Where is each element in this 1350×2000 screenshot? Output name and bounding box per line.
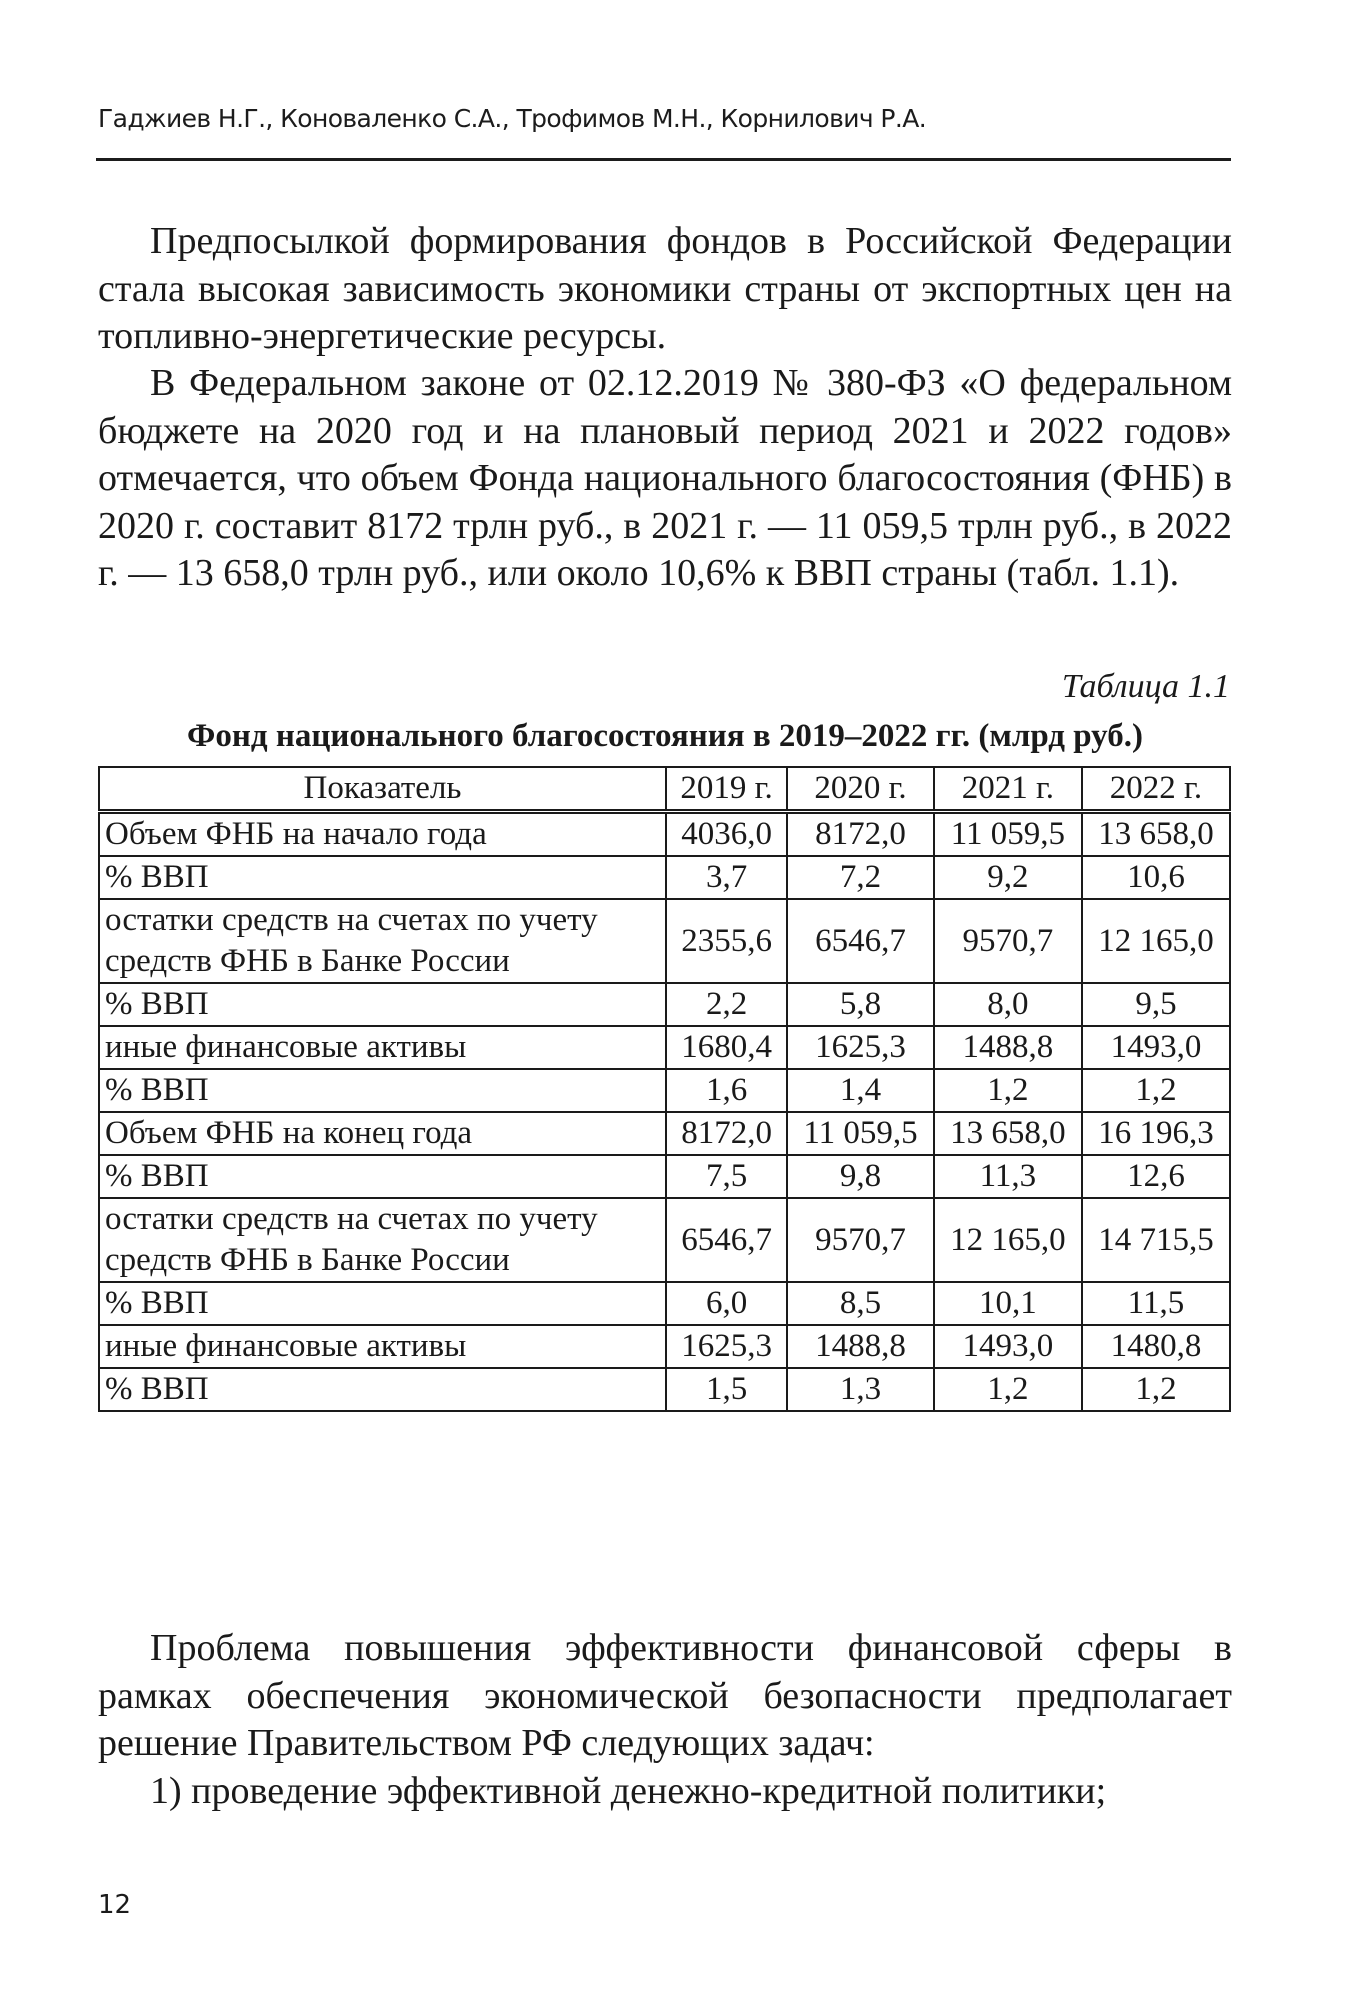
table-header-row	[99, 767, 1230, 812]
table-row	[99, 1325, 1230, 1368]
cell-2022: 1,2	[1082, 1069, 1230, 1112]
cell-2019: 6546,7	[666, 1198, 787, 1282]
cell-2021: 10,1	[934, 1282, 1082, 1325]
table-row	[99, 983, 1230, 1026]
cell-2020: 9570,7	[787, 1198, 934, 1282]
cell-2019: 4036,0	[666, 812, 787, 857]
table-title: Фонд национального благосостояния в 2019–2022 гг. (млрд руб.)	[187, 718, 1143, 754]
cell-2019: 6,0	[666, 1282, 787, 1325]
cell-2022: 1,2	[1082, 1368, 1230, 1411]
table-row	[99, 1026, 1230, 1069]
row-label: иные финансовые активы	[99, 1026, 666, 1069]
cell-2021: 1,2	[934, 1368, 1082, 1411]
paragraph-task-1: 1) проведение эффективной денежно-кредитной политики;	[150, 1769, 1107, 1812]
table-row	[99, 1069, 1230, 1112]
header-divider	[96, 158, 1231, 161]
cell-2020: 11 059,5	[787, 1112, 934, 1155]
law-text	[98, 360, 1232, 598]
cell-2019: 7,5	[666, 1155, 787, 1198]
cell-2019: 1625,3	[666, 1325, 787, 1368]
row-label: % ВВП	[99, 1069, 666, 1112]
cell-2019: 1,6	[666, 1069, 787, 1112]
cell-2022: 12 165,0	[1082, 899, 1230, 983]
cell-2021: 11,3	[934, 1155, 1082, 1198]
paragraph-financial-sphere: Проблема повышения эффективности финансовой сферы в рамках обеспечения экономической безопасности предполагает решение Правительством РФ следующих задач:	[98, 1627, 1232, 1764]
cell-2022: 11,5	[1082, 1282, 1230, 1325]
column-header-2021: 2021 г.	[934, 767, 1082, 812]
cell-2019: 2355,6	[666, 899, 787, 983]
cell-2022: 16 196,3	[1082, 1112, 1230, 1155]
page-number: 12	[98, 1890, 132, 1920]
cell-2021: 9,2	[934, 856, 1082, 899]
cell-2021: 9570,7	[934, 899, 1082, 983]
intro-text	[98, 218, 1232, 361]
row-label: Объем ФНБ на конец года	[99, 1112, 666, 1155]
row-label: % ВВП	[99, 1155, 666, 1198]
cell-2022: 9,5	[1082, 983, 1230, 1026]
row-label: иные финансовые активы	[99, 1325, 666, 1368]
row-label: % ВВП	[99, 1368, 666, 1411]
column-header-2022: 2022 г.	[1082, 767, 1230, 812]
cell-2019: 8172,0	[666, 1112, 787, 1155]
cell-2019: 3,7	[666, 856, 787, 899]
closing-text	[98, 1625, 1232, 1815]
cell-2021: 11 059,5	[934, 812, 1082, 857]
table-number-label: Таблица 1.1	[1061, 668, 1230, 705]
cell-2022: 13 658,0	[1082, 812, 1230, 857]
cell-2020: 1,3	[787, 1368, 934, 1411]
cell-2021: 1488,8	[934, 1026, 1082, 1069]
column-header-2019: 2019 г.	[666, 767, 787, 812]
running-head-authors: Гаджиев Н.Г., Коноваленко С.А., Трофимов М.Н., Корнилович Р.А.	[98, 104, 927, 133]
table-row	[99, 1282, 1230, 1325]
cell-2022: 1493,0	[1082, 1026, 1230, 1069]
paragraph-federal-law: В Федеральном законе от 02.12.2019 № 380-ФЗ «О федеральном бюджете на 2020 год и на плановый период 2021 и 2022 годов» отмечается, что объем Фонда национального благосостояния (ФНБ) в 2020 г. составит 8172 трлн руб., в 2021 г. — 11 059,5 трлн руб., в 2022 г. — 13 658,0 трлн руб., или около 10,6% к ВВП страны (табл. 1.1).	[98, 362, 1232, 594]
row-label: остатки средств на счетах по учету средств ФНБ в Банке России	[99, 899, 666, 983]
cell-2020: 1625,3	[787, 1026, 934, 1069]
cell-2022: 14 715,5	[1082, 1198, 1230, 1282]
row-label: остатки средств на счетах по учету средств ФНБ в Банке России	[99, 1198, 666, 1282]
table-row	[99, 1198, 1230, 1282]
cell-2020: 7,2	[787, 856, 934, 899]
cell-2021: 1493,0	[934, 1325, 1082, 1368]
table-row	[99, 856, 1230, 899]
cell-2020: 9,8	[787, 1155, 934, 1198]
cell-2020: 8,5	[787, 1282, 934, 1325]
row-label: % ВВП	[99, 983, 666, 1026]
table-row	[99, 1112, 1230, 1155]
row-label: % ВВП	[99, 856, 666, 899]
cell-2022: 10,6	[1082, 856, 1230, 899]
cell-2020: 8172,0	[787, 812, 934, 857]
column-header-indicator: Показатель	[99, 767, 666, 812]
table-row	[99, 899, 1230, 983]
cell-2020: 1488,8	[787, 1325, 934, 1368]
cell-2021: 1,2	[934, 1069, 1082, 1112]
cell-2020: 1,4	[787, 1069, 934, 1112]
cell-2020: 5,8	[787, 983, 934, 1026]
column-header-2020: 2020 г.	[787, 767, 934, 812]
table-row	[99, 1155, 1230, 1198]
row-label: Объем ФНБ на начало года	[99, 812, 666, 857]
cell-2019: 2,2	[666, 983, 787, 1026]
cell-2022: 12,6	[1082, 1155, 1230, 1198]
table-row	[99, 1368, 1230, 1411]
cell-2021: 13 658,0	[934, 1112, 1082, 1155]
fund-table	[98, 766, 1231, 1412]
cell-2020: 6546,7	[787, 899, 934, 983]
cell-2021: 8,0	[934, 983, 1082, 1026]
paragraph-fund-prerequisite: Предпосылкой формирования фондов в Российской Федерации стала высокая зависимость экономики страны от экспортных цен на топливно-энергетические ресурсы.	[98, 220, 1232, 357]
row-label: % ВВП	[99, 1282, 666, 1325]
cell-2021: 12 165,0	[934, 1198, 1082, 1282]
cell-2022: 1480,8	[1082, 1325, 1230, 1368]
cell-2019: 1680,4	[666, 1026, 787, 1069]
cell-2019: 1,5	[666, 1368, 787, 1411]
table-row	[99, 812, 1230, 857]
